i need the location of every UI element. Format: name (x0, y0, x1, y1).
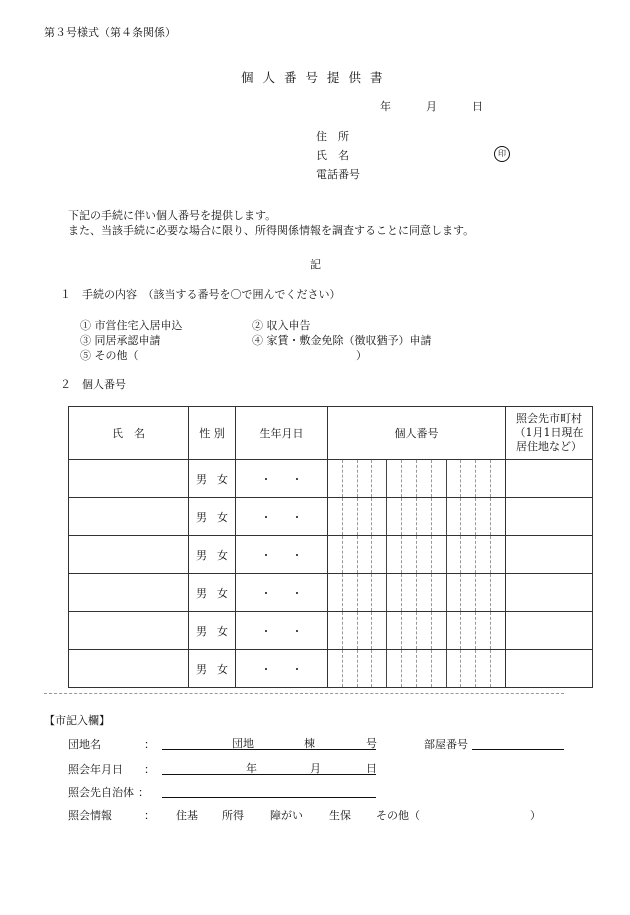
inquiry-cell[interactable] (506, 536, 593, 574)
sex-cell[interactable] (189, 574, 236, 612)
estate-label: 団地名 (68, 738, 101, 751)
inquiry-cell[interactable] (506, 498, 593, 536)
cut-line (44, 693, 564, 694)
sex-cell[interactable] (189, 498, 236, 536)
date-month: 月 (426, 100, 437, 113)
info-other-close: ） (530, 809, 541, 822)
info-label: 照会情報 (68, 809, 112, 822)
option-1: ① 市営住宅入居申込 (80, 319, 183, 332)
intro-line-1: 下記の手続に伴い個人番号を提供します。 (68, 209, 277, 222)
sex-cell[interactable] (189, 536, 236, 574)
option-4: ④ 家賃・敷金免除（徴収猶予）申請 (252, 334, 432, 347)
table-row (69, 574, 593, 612)
name-cell[interactable] (69, 536, 189, 574)
col-birth: 生年月日 (236, 407, 328, 460)
col-number: 個人番号 (328, 407, 506, 460)
name-label: 氏 名 (316, 149, 349, 162)
date-dot: ・ (291, 548, 303, 562)
info-other-open[interactable]: その他（ (376, 809, 420, 822)
number-suffix: 号 (366, 737, 377, 750)
inquiry-month: 月 (310, 762, 321, 775)
room-label: 部屋番号 (424, 738, 468, 751)
date-dot: ・ (291, 472, 303, 486)
date-dot: ・ (260, 624, 272, 638)
phone-label: 電話番号 (316, 168, 360, 181)
col-sex: 性 別 (189, 407, 236, 460)
estate-field[interactable] (162, 736, 376, 750)
inquiry-cell[interactable] (506, 460, 593, 498)
sex-cell[interactable] (189, 460, 236, 498)
section1-heading: １ 手続の内容 （該当する番号を〇で囲んでください） (60, 288, 341, 301)
info-shogai[interactable]: 障がい (270, 809, 303, 822)
table-row (69, 460, 593, 498)
number-cell[interactable] (328, 498, 506, 536)
inquiry-day: 日 (366, 762, 377, 775)
table-row (69, 612, 593, 650)
page-title: 個人番号提供書 (241, 70, 392, 85)
col-inquiry-l2: （1月1日現在 (514, 426, 584, 439)
date-dot: ・ (260, 472, 272, 486)
birth-cell[interactable] (236, 650, 328, 688)
table-header-row (69, 407, 593, 460)
col-inquiry-l3: 居住地など） (516, 440, 582, 453)
option-5: ⑤ その他（ (80, 349, 139, 362)
sex-cell[interactable] (189, 650, 236, 688)
sex-male[interactable]: 男 (196, 586, 207, 600)
info-colon: ： (144, 809, 155, 822)
birth-cell[interactable] (236, 498, 328, 536)
inquiry-cell[interactable] (506, 650, 593, 688)
municipality-field[interactable] (162, 784, 376, 798)
col-inquiry-l1: 照会先市町村 (516, 412, 582, 425)
col-inquiry (506, 407, 593, 460)
inquiry-date-label: 照会年月日 (68, 763, 123, 776)
name-cell[interactable] (69, 650, 189, 688)
sex-male[interactable]: 男 (196, 510, 207, 524)
ki-heading: 記 (310, 258, 321, 271)
date-dot: ・ (291, 624, 303, 638)
number-cell[interactable] (328, 536, 506, 574)
intro-line-2: また、当該手続に必要な場合に限り、所得関係情報を調査することに同意します。 (68, 224, 475, 237)
building-suffix: 棟 (304, 737, 315, 750)
number-cell[interactable] (328, 574, 506, 612)
date-dot: ・ (291, 510, 303, 524)
birth-cell[interactable] (236, 612, 328, 650)
inquiry-date-colon: ： (144, 763, 155, 776)
seal-icon: 印 (494, 146, 510, 162)
sex-female[interactable]: 女 (217, 586, 228, 600)
inquiry-year: 年 (246, 762, 257, 775)
col-name: 氏 名 (69, 407, 189, 460)
number-cell[interactable] (328, 650, 506, 688)
sex-female[interactable]: 女 (217, 662, 228, 676)
date-year: 年 (380, 100, 391, 113)
option-5-close: ） (356, 349, 367, 362)
name-cell[interactable] (69, 574, 189, 612)
sex-female[interactable]: 女 (217, 510, 228, 524)
address-label: 住 所 (316, 130, 349, 143)
section2-heading: ２ 個人番号 (60, 378, 126, 391)
option-3: ③ 同居承認申請 (80, 334, 161, 347)
birth-cell[interactable] (236, 574, 328, 612)
date-dot: ・ (260, 586, 272, 600)
inquiry-cell[interactable] (506, 574, 593, 612)
seal-mark (494, 146, 510, 162)
number-cell[interactable] (328, 612, 506, 650)
table-row (69, 650, 593, 688)
inquiry-date-field[interactable] (162, 761, 376, 775)
name-cell[interactable] (69, 612, 189, 650)
table-row (69, 536, 593, 574)
number-cell[interactable] (328, 460, 506, 498)
sex-male[interactable]: 男 (196, 624, 207, 638)
name-cell[interactable] (69, 460, 189, 498)
table-row (69, 498, 593, 536)
date-dot: ・ (260, 510, 272, 524)
date-dot: ・ (260, 662, 272, 676)
birth-cell[interactable] (236, 460, 328, 498)
sex-cell[interactable] (189, 612, 236, 650)
sex-female[interactable]: 女 (217, 624, 228, 638)
name-cell[interactable] (69, 498, 189, 536)
birth-cell[interactable] (236, 536, 328, 574)
sex-male[interactable]: 男 (196, 662, 207, 676)
inquiry-cell[interactable] (506, 612, 593, 650)
municipality-colon: ： (138, 786, 149, 799)
municipality-label: 照会先自治体 (68, 786, 134, 799)
date-day: 日 (472, 100, 483, 113)
info-jyuki[interactable]: 住基 (176, 809, 198, 822)
office-heading: 【市記入欄】 (44, 714, 110, 727)
sex-female[interactable]: 女 (217, 472, 228, 486)
room-field[interactable] (472, 736, 564, 750)
estate-suffix: 団地 (232, 737, 254, 750)
date-dot: ・ (291, 662, 303, 676)
option-2: ② 収入申告 (252, 319, 311, 332)
info-shotoku[interactable]: 所得 (222, 809, 244, 822)
form-id: 第３号様式（第４条関係） (44, 26, 176, 39)
date-dot: ・ (291, 586, 303, 600)
sex-male[interactable]: 男 (196, 548, 207, 562)
info-seiho[interactable]: 生保 (329, 809, 351, 822)
sex-female[interactable]: 女 (217, 548, 228, 562)
sex-male[interactable]: 男 (196, 472, 207, 486)
date-dot: ・ (260, 548, 272, 562)
estate-colon: ： (144, 738, 155, 751)
personal-number-table (68, 406, 593, 688)
